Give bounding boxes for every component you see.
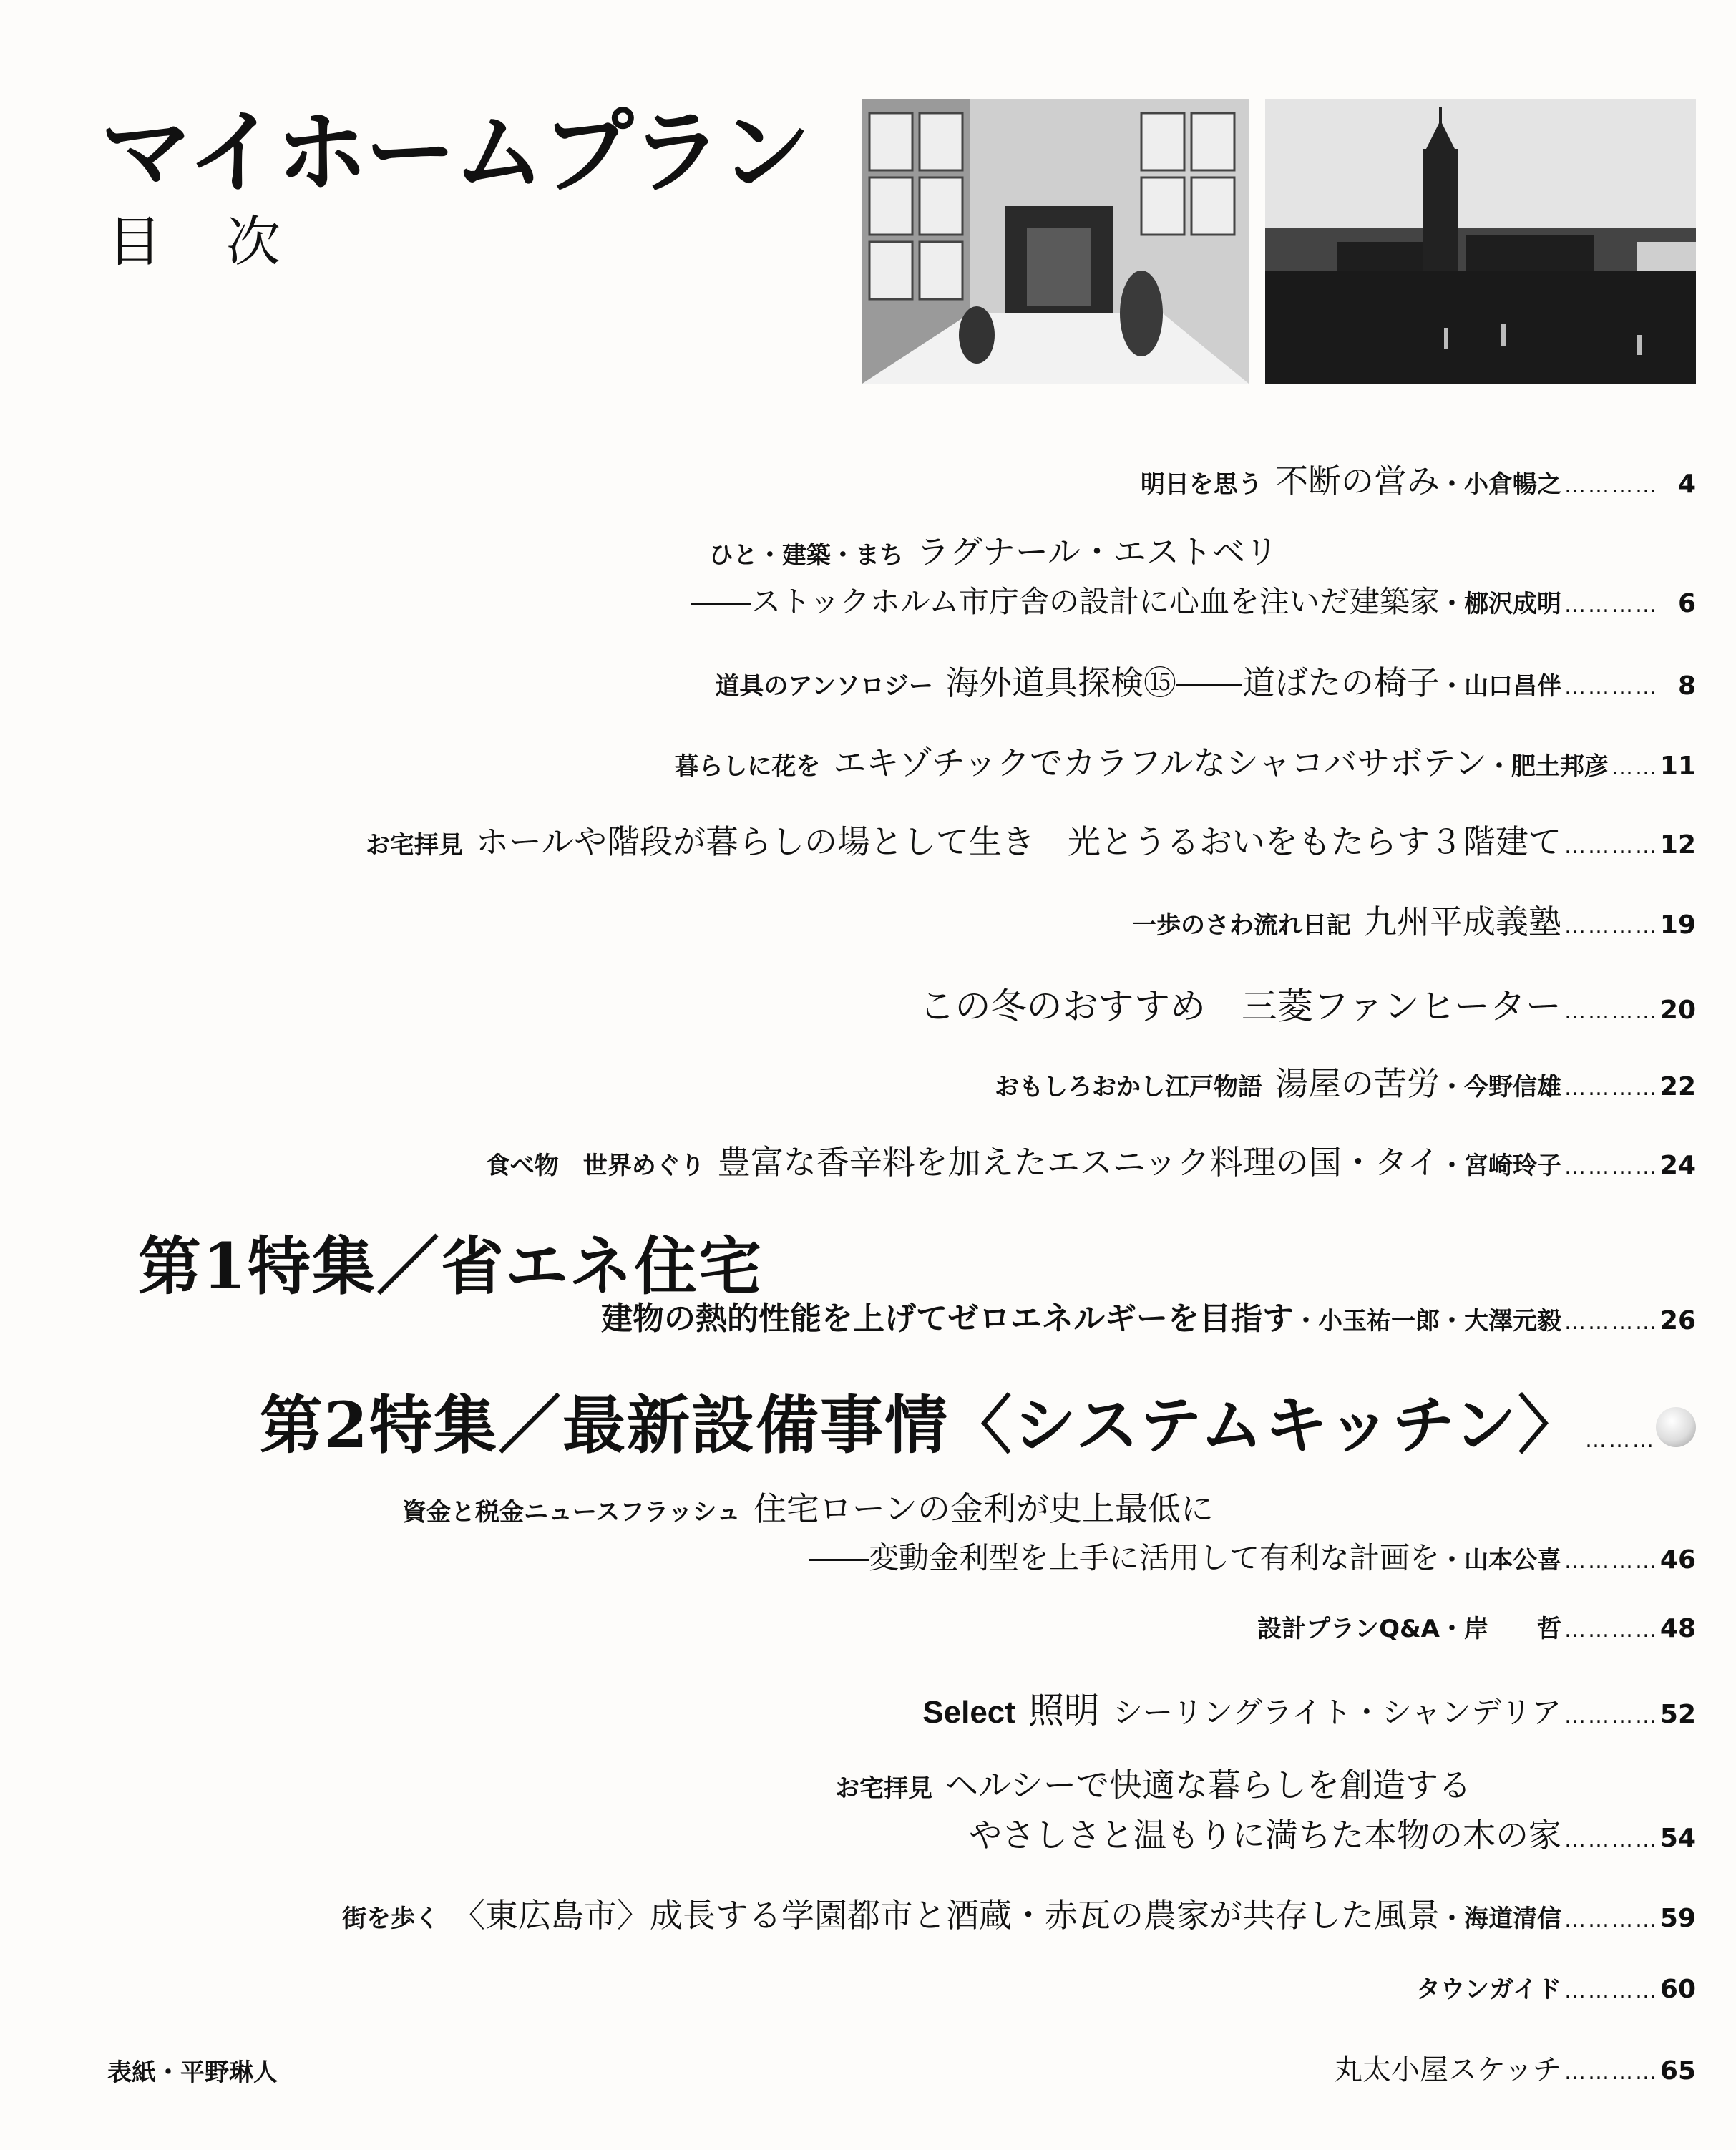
- section-label: 一歩のさわ流れ日記: [1132, 911, 1351, 940]
- toc-entry-continuation[interactable]: [691, 578, 1696, 621]
- toc-entry-continuation[interactable]: [809, 1534, 1696, 1577]
- section-label: ひと・建築・まち: [708, 541, 904, 570]
- section-label: 設計プランQ&A: [1257, 1615, 1440, 1643]
- leader-dots: …………: [1564, 593, 1659, 618]
- toc-entry[interactable]: [1334, 2047, 1696, 2088]
- page-number: 59: [1659, 1904, 1696, 1933]
- entry-author: ・海道清信: [1440, 1905, 1561, 1933]
- entry-author: ・山本公喜: [1440, 1546, 1561, 1575]
- page-number: 4: [1677, 470, 1696, 499]
- leader-dots: …………: [1564, 473, 1659, 498]
- entry-author: ・肥土邦彦: [1487, 752, 1609, 781]
- stockholm-city-hall-photo: [1265, 99, 1696, 384]
- leader-dots: …………: [1564, 999, 1659, 1024]
- page-number: 46: [1659, 1545, 1696, 1575]
- toc-entry[interactable]: [1132, 896, 1696, 943]
- section-label: 暮らしに花を: [674, 752, 821, 781]
- section-label: 街を歩く: [342, 1905, 439, 1933]
- entry-author: ・小倉暢之: [1440, 470, 1561, 499]
- leader-dots: …………: [1564, 675, 1659, 700]
- entry-title: この冬のおすすめ 三菱ファンヒーター: [919, 986, 1561, 1027]
- page-number: 8: [1677, 671, 1696, 701]
- page-number: 26: [1659, 1306, 1696, 1336]
- round-bullet-icon: [1656, 1407, 1696, 1447]
- page-number: 6: [1677, 589, 1696, 618]
- entry-subtitle: ――変動金利型を上手に活用して有利な計画を: [808, 1540, 1440, 1575]
- toc-entry[interactable]: [835, 1759, 1471, 1806]
- entry-title: 〈東広島市〉成長する学園都市と酒蔵・赤瓦の農家が共存した風景: [452, 1896, 1440, 1935]
- page-number: 11: [1659, 751, 1696, 781]
- entry-title: 照明: [1028, 1690, 1100, 1731]
- page-number: 65: [1659, 2056, 1696, 2086]
- feature-1-entry[interactable]: [601, 1293, 1696, 1338]
- page-number: 24: [1659, 1151, 1696, 1180]
- entry-title: 九州平成義塾: [1364, 903, 1561, 941]
- toc-entry[interactable]: [486, 1137, 1696, 1184]
- page-number: 60: [1659, 1975, 1696, 2004]
- entry-title: 湯屋の苦労: [1275, 1064, 1440, 1103]
- leader-dots: …………: [1564, 914, 1659, 939]
- leader-dots: …………: [1564, 834, 1659, 859]
- page-number: 52: [1659, 1700, 1696, 1729]
- section-label: 明日を思う: [1141, 470, 1262, 499]
- entry-title: ヘルシーで快適な暮らしを創造する: [945, 1766, 1471, 1804]
- toc-entry[interactable]: [674, 737, 1696, 784]
- section-label: 道具のアンソロジー: [715, 672, 933, 701]
- entry-title: ホールや階段が暮らしの場として生き 光とうるおいをもたらす３階建て: [475, 822, 1561, 861]
- page-number: 19: [1659, 910, 1696, 940]
- entry-author: ・山口昌伴: [1440, 672, 1561, 701]
- toc-entry[interactable]: [342, 1889, 1696, 1937]
- entry-title: 住宅ローンの金利が史上最低に: [753, 1489, 1214, 1528]
- toc-entry[interactable]: [402, 1483, 1214, 1530]
- section-label: 食べ物 世界めぐり: [485, 1152, 705, 1180]
- page-number: 48: [1659, 1614, 1696, 1643]
- entry-title: 不断の営み: [1275, 462, 1440, 500]
- interior-hall-photo: [862, 99, 1249, 384]
- entry-author: ・岸 哲: [1440, 1615, 1561, 1643]
- entry-title: 豊富な香辛料を加えたエスニック料理の国・タイ: [717, 1143, 1440, 1182]
- leader-dots: …………: [1564, 1154, 1659, 1179]
- entry-author: ・梛沢成明: [1440, 590, 1561, 618]
- section-label: 資金と税金ニュースフラッシュ: [401, 1498, 741, 1527]
- entry-title: 海外道具探検⑮――道ばたの椅子: [946, 663, 1440, 702]
- toc-entry[interactable]: [922, 1682, 1696, 1733]
- section-label: おもしろおかし江戸物語: [995, 1073, 1262, 1101]
- page-number: 54: [1659, 1824, 1696, 1853]
- leader-dots: …………: [1564, 1310, 1659, 1335]
- leader-dots: …………: [1564, 2060, 1659, 2085]
- leader-dots: …………: [1564, 1907, 1659, 1932]
- entry-author: ・宮崎玲子: [1440, 1152, 1561, 1180]
- toc-entry-continuation[interactable]: [969, 1809, 1696, 1857]
- toc-entry[interactable]: [920, 978, 1697, 1029]
- feature-2-heading[interactable]: [260, 1376, 1696, 1466]
- feature-1-title: 第1特集／省エネ住宅: [137, 1229, 763, 1303]
- leader-dots: …………: [1564, 1703, 1659, 1728]
- section-label: お宅拝見: [835, 1774, 933, 1803]
- toc-entry[interactable]: [995, 1058, 1696, 1105]
- page-number: 12: [1659, 830, 1696, 860]
- magazine-title: マイホームプラン: [100, 99, 809, 206]
- leader-dots: …………: [1564, 1978, 1659, 2003]
- cover-credit: 表紙・平野琳人: [107, 2058, 278, 2087]
- entry-title: エキゾチックでカラフルなシャコバサボテン: [833, 744, 1487, 782]
- entry-subtitle: ――ストックホルム市庁舎の設計に心血を注いだ建築家: [690, 584, 1440, 619]
- leader-dots: …………: [1564, 1549, 1659, 1574]
- entry-author: ・小玉祐一郎・大澤元毅: [1294, 1307, 1561, 1336]
- toc-entry[interactable]: [715, 657, 1696, 704]
- toc-entry[interactable]: [1416, 1970, 1696, 2005]
- leader-dots: …………: [1564, 1076, 1659, 1101]
- toc-entry[interactable]: [1141, 455, 1696, 502]
- feature-1-subtitle: 建物の熱的性能を上げてゼロエネルギーを目指す: [601, 1300, 1294, 1337]
- leader-dots: ……: [1611, 755, 1659, 780]
- entry-author: ・今野信雄: [1440, 1073, 1561, 1101]
- page-number: 22: [1659, 1072, 1696, 1101]
- toc-entry[interactable]: [1257, 1609, 1696, 1644]
- entry-title: 丸太小屋スケッチ: [1334, 2053, 1561, 2086]
- toc-entry[interactable]: [709, 526, 1278, 573]
- page-number: 20: [1659, 996, 1696, 1025]
- entry-subtitle: やさしさと温もりに満ちた本物の木の家: [969, 1816, 1561, 1854]
- leader-dots: …………: [1564, 1827, 1659, 1852]
- leader-dots: …………: [1564, 1618, 1659, 1643]
- entry-subtitle: シーリングライト・シャンデリア: [1112, 1695, 1561, 1730]
- section-label: お宅拝見: [365, 831, 463, 860]
- toc-entry[interactable]: [366, 816, 1696, 863]
- feature-2-title: 第2特集／最新設備事情〈システムキッチン〉: [259, 1388, 1582, 1462]
- entry-title: ラグナール・エストベリ: [916, 532, 1278, 571]
- section-label: タウンガイド: [1416, 1975, 1561, 2004]
- section-label: Select: [922, 1695, 1015, 1730]
- leader-dots: ………: [1585, 1428, 1656, 1453]
- toc-heading: 目次: [107, 210, 345, 273]
